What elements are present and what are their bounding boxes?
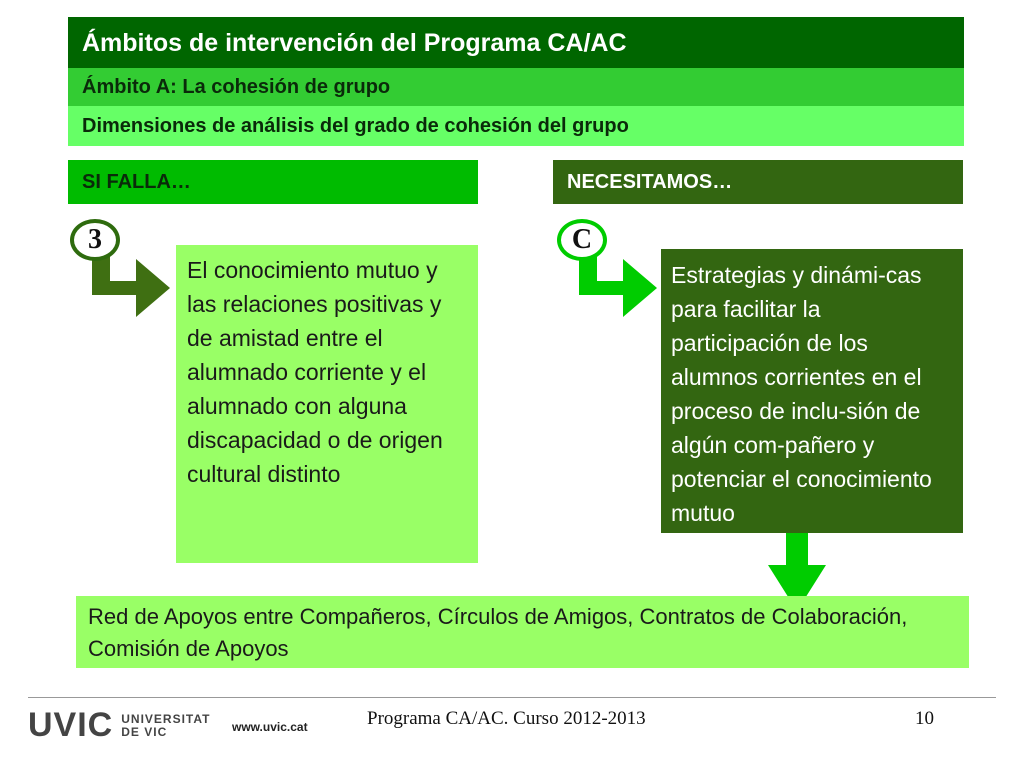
left-heading: [68, 160, 478, 204]
problem-text: El conocimiento mutuo y las relaciones positivas y de amistad entre el alumnado corriente y el alumnado con alguna discapacidad o de origen cultural distinto: [187, 257, 443, 487]
footer-divider: [28, 697, 996, 698]
footer-url[interactable]: www.uvic.cat: [232, 720, 308, 734]
dimension-bar: [68, 106, 964, 146]
logo-line-1: UNIVERSITAT: [121, 711, 211, 726]
slide-subtitle-text: Ámbito A: La cohesión de grupo: [82, 75, 391, 98]
logo-subtitle: [121, 713, 210, 739]
dimension-text: Dimensiones de análisis del grado de cohesión del grupo: [82, 114, 629, 137]
solution-box: [661, 249, 963, 533]
right-heading: [553, 160, 963, 204]
result-text: Red de Apoyos entre Compañeros, Círculos de Amigos, Contratos de Colaboración, Comisión de Apoyos: [88, 604, 908, 661]
page-number: 10: [915, 708, 934, 729]
left-heading-text: SI FALLA…: [82, 170, 191, 193]
slide-title: [68, 17, 964, 69]
left-elbow-arrow-icon: [88, 255, 178, 325]
step-badge-c-text: C: [571, 224, 593, 255]
result-box: [76, 596, 969, 668]
footer-course: Programa CA/AC. Curso 2012-2013: [367, 708, 646, 729]
problem-box: [176, 245, 478, 563]
step-badge-c: [557, 219, 607, 261]
step-badge-3-text: 3: [88, 224, 102, 255]
slide-subtitle: [68, 68, 964, 106]
logo-wordmark: UVIC: [28, 706, 114, 744]
slide-title-text: Ámbitos de intervención del Programa CA/AC: [82, 28, 627, 57]
logo-line-2: DE VIC: [121, 724, 168, 739]
solution-text: Estrategias y dinámi-cas para facilitar la participación de los alumnos corrientes en el proceso de inclu-sión de algún com-pañero y potenciar el conocimiento mutuo: [671, 262, 932, 526]
right-elbow-arrow-icon: [575, 255, 665, 325]
right-heading-text: NECESITAMOS…: [567, 170, 733, 193]
uvic-logo: [28, 706, 210, 745]
step-badge-3: [70, 219, 120, 261]
